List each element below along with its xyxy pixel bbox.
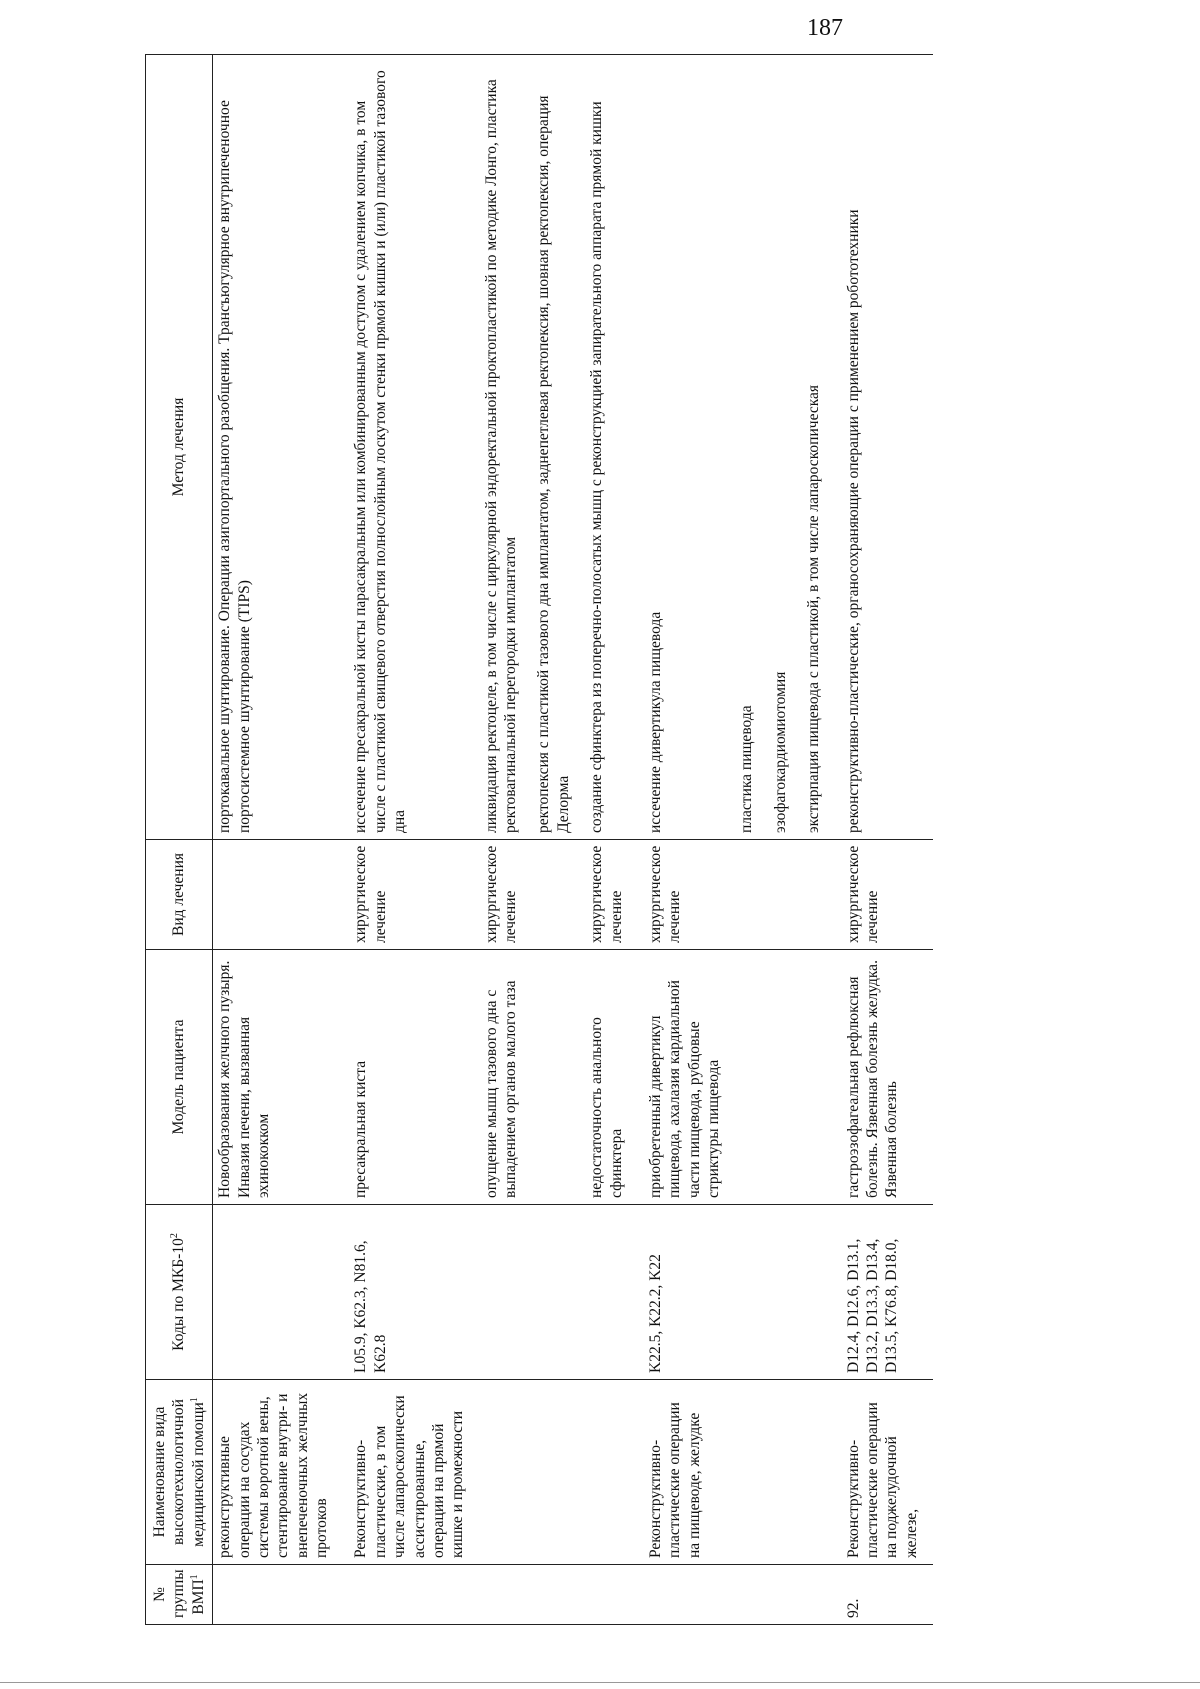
spacer-cell	[826, 1205, 842, 1380]
table-row	[735, 55, 758, 1625]
icd-codes-cell	[585, 1205, 628, 1380]
care-type-name-cell	[802, 1380, 825, 1565]
table-body	[213, 55, 933, 1625]
patient-model-cell: опущение мышц тазового дна с выпадением органов малого таза	[480, 950, 523, 1205]
treatment-method-cell: портокавальное шунтирование. Операции азигопортального разобщения. Трансъюгулярное внутрипеченочное портосистемное шунтирование (TIPS)	[213, 55, 334, 840]
header-care-type-name: Наименование вида высокотехнологичной медицинской помощи$^1$	[146, 1380, 213, 1565]
treatment-kind-cell: хирургическое лечение	[644, 840, 726, 950]
group-number-cell	[213, 1565, 334, 1625]
treatment-method-cell: создание сфинктера из поперечно-полосатых мышц с реконструкцией запирательного аппарата прямой кишки	[585, 55, 628, 840]
spacer-cell	[333, 840, 349, 950]
spacer-cell	[826, 55, 842, 840]
spacer-cell	[470, 1380, 480, 1565]
spacer-cell	[725, 1565, 735, 1625]
spacer-cell	[725, 1205, 735, 1380]
spacer-cell	[333, 1205, 349, 1380]
spacer-cell	[470, 840, 480, 950]
row-spacer	[826, 55, 842, 1625]
spacer-cell	[522, 1380, 532, 1565]
spacer-cell	[923, 840, 933, 950]
care-type-name-cell	[532, 1380, 575, 1565]
treatment-kind-cell: хирургическое лечение	[842, 840, 924, 950]
treatment-method-cell: иссечение пресакральной кисты парасакральным или комбинированным доступом с удалением копчика, в том числе с пластикой свищевого отверстия полнослойным лоскутом стенки прямой кишки и (или) пластикой тазового дна	[349, 55, 469, 840]
treatment-kind-cell: хирургическое лечение	[349, 840, 469, 950]
icd-codes-cell: L05.9, K62.3, N81.6, K62.8	[349, 1205, 469, 1380]
spacer-cell	[759, 950, 769, 1205]
row-spacer	[628, 55, 644, 1625]
care-type-name-cell	[585, 1380, 628, 1565]
table-row	[349, 55, 469, 1625]
header-treatment-method: Метод лечения	[146, 55, 213, 840]
table-row	[842, 55, 924, 1625]
spacer-cell	[575, 1565, 585, 1625]
treatment-method-cell: реконструктивно-пластические, органосохраняющие операции с применением робототехники	[842, 55, 924, 840]
patient-model-cell: недостаточность анального сфинктера	[585, 950, 628, 1205]
care-type-name-cell	[480, 1380, 523, 1565]
spacer-cell	[826, 1380, 842, 1565]
treatment-kind-cell: хирургическое лечение	[585, 840, 628, 950]
spacer-cell	[333, 1380, 349, 1565]
header-group-number: № группы ВМП$^1$	[146, 1565, 213, 1625]
spacer-cell	[333, 950, 349, 1205]
spacer-cell	[575, 1380, 585, 1565]
header-icd-codes: Коды по МКБ-$10^2$	[146, 1205, 213, 1380]
patient-model-cell	[802, 950, 825, 1205]
spacer-cell	[470, 55, 480, 840]
spacer-cell	[792, 840, 802, 950]
table-row	[480, 55, 523, 1625]
care-type-name-cell: Реконструктивно-пластические, в том числе лапароскопически ассистированные, операции на прямой кишке и промежности	[349, 1380, 469, 1565]
patient-model-cell: Новообразования желчного пузыря. Инвазия печени, вызванная эхинококком	[213, 950, 334, 1205]
treatment-kind-cell	[802, 840, 825, 950]
spacer-cell	[470, 1205, 480, 1380]
group-number-cell	[585, 1565, 628, 1625]
row-spacer	[333, 55, 349, 1625]
spacer-cell	[923, 950, 933, 1205]
table-header-row	[146, 55, 213, 1625]
header-treatment-kind: Вид лечения	[146, 840, 213, 950]
patient-model-cell: гастроэзофагеальная рефлюксная болезнь. Язвенная болезнь желудка. Язвенная болезнь	[842, 950, 924, 1205]
vmp-table	[145, 54, 933, 1625]
patient-model-cell	[532, 950, 575, 1205]
table-row	[769, 55, 792, 1625]
spacer-cell	[333, 55, 349, 840]
table-row	[213, 55, 334, 1625]
spacer-cell	[923, 1380, 933, 1565]
spacer-cell	[792, 1205, 802, 1380]
spacer-cell	[522, 840, 532, 950]
care-type-name-cell: Реконструктивно-пластические операции на пищеводе, желудке	[644, 1380, 726, 1565]
spacer-cell	[628, 1565, 644, 1625]
spacer-cell	[470, 950, 480, 1205]
spacer-cell	[333, 1565, 349, 1625]
spacer-cell	[522, 55, 532, 840]
table-row	[802, 55, 825, 1625]
spacer-cell	[792, 950, 802, 1205]
spacer-cell	[792, 1380, 802, 1565]
spacer-cell	[725, 55, 735, 840]
patient-model-cell	[769, 950, 792, 1205]
treatment-method-cell: ректопексия с пластикой тазового дна имплантатом, заднепетлевая ректопексия, шовная ректопексия, операция Делорма	[532, 55, 575, 840]
treatment-kind-cell	[213, 840, 334, 950]
group-number-cell: 92.	[842, 1565, 924, 1625]
care-type-name-cell	[769, 1380, 792, 1565]
row-spacer	[575, 55, 585, 1625]
spacer-cell	[725, 1380, 735, 1565]
patient-model-cell	[735, 950, 758, 1205]
spacer-cell	[575, 840, 585, 950]
spacer-cell	[792, 1565, 802, 1625]
spacer-cell	[923, 55, 933, 840]
group-number-cell	[349, 1565, 469, 1625]
treatment-method-cell: пластика пищевода	[735, 55, 758, 840]
spacer-cell	[628, 55, 644, 840]
group-number-cell	[802, 1565, 825, 1625]
treatment-kind-cell	[769, 840, 792, 950]
treatment-method-cell: ликвидация ректоцеле, в том числе с циркулярной эндоректальной проктопластикой по методике Лонго, пластика ректовагинальной перегородки имплантатом	[480, 55, 523, 840]
spacer-cell	[725, 950, 735, 1205]
treatment-method-cell: экстирпация пищевода с пластикой, в том числе лапароскопическая	[802, 55, 825, 840]
spacer-cell	[575, 1205, 585, 1380]
row-spacer	[792, 55, 802, 1625]
row-spacer	[759, 55, 769, 1625]
spacer-cell	[522, 950, 532, 1205]
icd-codes-cell	[769, 1205, 792, 1380]
treatment-method-cell: иссечение дивертикула пищевода	[644, 55, 726, 840]
spacer-cell	[826, 950, 842, 1205]
group-number-cell	[735, 1565, 758, 1625]
spacer-cell	[628, 1380, 644, 1565]
icd-codes-cell	[735, 1205, 758, 1380]
spacer-cell	[575, 55, 585, 840]
table-row	[532, 55, 575, 1625]
spacer-cell	[470, 1565, 480, 1625]
icd-codes-cell: K22.5, K22.2, K22	[644, 1205, 726, 1380]
patient-model-cell: приобретенный дивертикул пищевода, ахалазия кардиальной части пищевода, рубцовые стриктуры пищевода	[644, 950, 726, 1205]
spacer-cell	[923, 1205, 933, 1380]
spacer-cell	[759, 1380, 769, 1565]
spacer-cell	[628, 950, 644, 1205]
icd-codes-cell	[802, 1205, 825, 1380]
spacer-cell	[725, 840, 735, 950]
table-row	[585, 55, 628, 1625]
row-spacer	[923, 55, 933, 1625]
spacer-cell	[522, 1205, 532, 1380]
spacer-cell	[575, 950, 585, 1205]
spacer-cell	[826, 1565, 842, 1625]
care-type-name-cell: реконструктивные операции на сосудах системы воротной вены, стентирование внутри- и внепеченочных желчных протоков	[213, 1380, 334, 1565]
spacer-cell	[759, 1565, 769, 1625]
spacer-cell	[759, 840, 769, 950]
treatment-kind-cell	[735, 840, 758, 950]
icd-codes-cell	[480, 1205, 523, 1380]
care-type-name-cell	[735, 1380, 758, 1565]
spacer-cell	[628, 1205, 644, 1380]
row-spacer	[725, 55, 735, 1625]
page-bottom-edge	[0, 1682, 1200, 1683]
care-type-name-cell: Реконструктивно-пластические операции на поджелудочной железе,	[842, 1380, 924, 1565]
spacer-cell	[826, 840, 842, 950]
row-spacer	[522, 55, 532, 1625]
group-number-cell	[480, 1565, 523, 1625]
treatment-kind-cell	[532, 840, 575, 950]
spacer-cell	[522, 1565, 532, 1625]
row-spacer	[470, 55, 480, 1625]
spacer-cell	[923, 1565, 933, 1625]
icd-codes-cell: D12.4, D12.6, D13.1, D13.2, D13.3, D13.4, D13.5, K76.8, D18.0,	[842, 1205, 924, 1380]
group-number-cell	[532, 1565, 575, 1625]
page-number: 187	[807, 15, 843, 41]
header-patient-model: Модель пациента	[146, 950, 213, 1205]
spacer-cell	[792, 55, 802, 840]
rotated-table-sheet	[145, 55, 1065, 1625]
table-row	[644, 55, 726, 1625]
spacer-cell	[759, 1205, 769, 1380]
icd-codes-cell	[532, 1205, 575, 1380]
spacer-cell	[759, 55, 769, 840]
spacer-cell	[628, 840, 644, 950]
treatment-kind-cell: хирургическое лечение	[480, 840, 523, 950]
patient-model-cell: пресакральная киста	[349, 950, 469, 1205]
group-number-cell	[769, 1565, 792, 1625]
group-number-cell	[644, 1565, 726, 1625]
treatment-method-cell: эзофагокардиомиотомия	[769, 55, 792, 840]
icd-codes-cell	[213, 1205, 334, 1380]
